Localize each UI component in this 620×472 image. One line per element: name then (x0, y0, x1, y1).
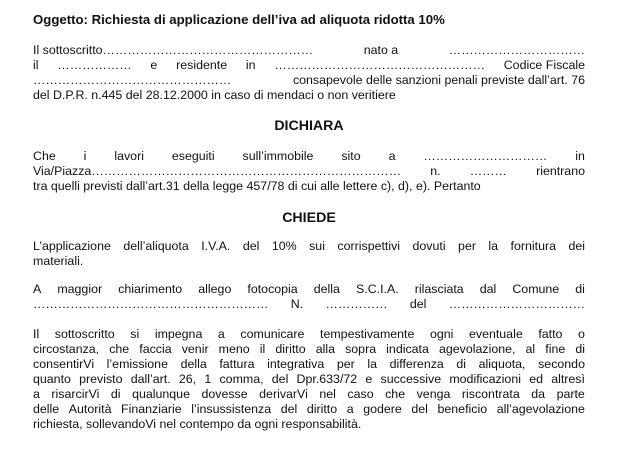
heading-chiede: CHIEDE (282, 210, 336, 226)
word: altresì (551, 372, 585, 386)
word: I.V.A. (201, 239, 231, 253)
word: ………………………… (423, 149, 548, 163)
text-line (33, 239, 585, 254)
word: la (488, 239, 499, 253)
word: previsto (79, 372, 123, 386)
word: sull’immobile (242, 149, 314, 163)
word: ……… (469, 164, 507, 178)
word: ed (529, 372, 543, 386)
text-line (33, 297, 585, 312)
word: Codice Fiscale (503, 58, 585, 72)
word: del (411, 402, 428, 416)
word: l’emissione (106, 357, 168, 371)
request-paragraph (33, 239, 585, 269)
word: qualunque (132, 387, 190, 401)
word: 10% (271, 239, 297, 253)
word: Finanziarie (121, 402, 182, 416)
word: delle (33, 402, 60, 416)
word: ogni (429, 327, 454, 341)
word: A (33, 282, 42, 296)
word: circostanza, (33, 342, 100, 356)
word: residente (176, 58, 228, 72)
word: di (575, 342, 585, 356)
text-line (33, 357, 585, 372)
word: rilasciata (414, 282, 464, 296)
word: tempestivamente (320, 327, 415, 341)
word: del (271, 372, 289, 386)
word: fattura (219, 357, 255, 371)
word: S.C.I.A. (356, 282, 399, 296)
word: 26, (178, 372, 197, 386)
word: ………………………………………… (33, 73, 232, 87)
word: del (280, 402, 298, 416)
word: a (346, 402, 354, 416)
document-page (33, 12, 585, 432)
word: …………… (325, 297, 388, 311)
word: i (83, 149, 87, 163)
text-line: tra quelli previsti dall’art.31 della legge 457/78 di cui alle lettere c), d), e). Pertanto (33, 179, 481, 193)
word: eseguiti (171, 149, 215, 163)
word: quanto (33, 372, 71, 386)
word: riscontrata (461, 387, 520, 401)
word: il (259, 342, 266, 356)
word: aliquota, (478, 357, 526, 371)
word: N. (290, 297, 304, 311)
word: diritto (275, 342, 306, 356)
word: secondo (538, 357, 585, 371)
word: fatto (538, 327, 563, 341)
word: all’agevolazione (496, 402, 585, 416)
word: che (385, 387, 406, 401)
word: la (367, 357, 378, 371)
word: o (578, 327, 585, 341)
word: lavori (114, 149, 144, 163)
word: …………………………… (448, 43, 585, 57)
word: 1 (204, 372, 212, 386)
word: differenza (389, 357, 444, 371)
text-line (33, 149, 585, 164)
word: nel (319, 387, 336, 401)
word: Dpr.633/72 (296, 372, 358, 386)
word: a (33, 387, 40, 401)
word: …………………………… (448, 297, 585, 311)
declarant-paragraph (33, 43, 585, 103)
word: dei (568, 239, 585, 253)
word: in (245, 58, 256, 72)
word: L’applicazione (33, 239, 111, 253)
word: il (33, 58, 39, 72)
word: n. (430, 164, 441, 178)
word: Il (33, 327, 40, 341)
text-line: materiali. (33, 254, 84, 268)
word: ……………… (57, 58, 132, 72)
word: comunicare (240, 327, 305, 341)
text-line (33, 164, 585, 179)
word: fornitura (510, 239, 556, 253)
word: del (409, 297, 427, 311)
word: Via/Piazza………………………………………………………………… (33, 164, 402, 178)
word: allego (198, 282, 232, 296)
word: sottoscritto (54, 327, 115, 341)
declaration-paragraph (33, 149, 585, 194)
word: per (458, 239, 476, 253)
word: beneficio (437, 402, 488, 416)
word: sito (341, 149, 361, 163)
text-line: richiesta, sollevandoVi nel contempo da ogni responsabilità. (33, 417, 362, 431)
word: risarcirVi (51, 387, 100, 401)
word: da (531, 387, 546, 401)
text-line (33, 327, 585, 342)
word: sui (309, 239, 325, 253)
word: modificazioni (449, 372, 521, 386)
word: consentirVi (33, 357, 95, 371)
word: agevolazione, (438, 342, 516, 356)
word: successive (380, 372, 442, 386)
word: caso (347, 387, 374, 401)
word: ………………………………………………… (33, 297, 269, 311)
word: per (336, 357, 355, 371)
word: a (217, 327, 225, 341)
word: di (575, 282, 585, 296)
commitment-paragraph (33, 327, 585, 432)
word: del (242, 239, 260, 253)
word: alla (315, 342, 336, 356)
word: comma, (219, 372, 264, 386)
word: dall’art. (130, 372, 171, 386)
word: della (313, 282, 340, 296)
subject-line: Oggetto: Richiesta di applicazione dell’iva ad aliquota ridotta 10% (33, 12, 445, 27)
text-line: del D.P.R. n.445 del 28.12.2000 in caso di mendaci o non veritiere (33, 88, 396, 102)
word: dovuti (412, 239, 446, 253)
word: diritto (306, 402, 338, 416)
word: …………………………………………… (274, 58, 485, 72)
word: maggior (57, 282, 103, 296)
word: impegna (154, 327, 203, 341)
heading-dichiara: DICHIARA (274, 118, 344, 134)
word: consapevole delle sanzioni penali previste dall’art. 76 (292, 73, 585, 87)
word: e (365, 372, 373, 386)
word: venga (416, 387, 451, 401)
word: l’insussistenza (191, 402, 272, 416)
text-line (33, 402, 585, 417)
text-line (33, 372, 585, 387)
word: di (110, 387, 121, 401)
word: dell’aliquota (123, 239, 189, 253)
word: meno (218, 342, 250, 356)
word: eventuale (468, 327, 523, 341)
text-line (33, 58, 585, 73)
word: in (575, 149, 585, 163)
text-line (33, 387, 585, 402)
word: di (456, 357, 467, 371)
word: parte (556, 387, 585, 401)
word: faccia (139, 342, 172, 356)
word: venir (181, 342, 209, 356)
text-line (33, 43, 585, 58)
text-line (33, 282, 585, 297)
word: godere (363, 402, 402, 416)
word: rientrano (536, 164, 585, 178)
word: nato a (363, 43, 399, 57)
word: si (130, 327, 140, 341)
word: Autorità (68, 402, 112, 416)
word: della (180, 357, 207, 371)
word: e (150, 58, 158, 72)
word: chiarimento (118, 282, 183, 296)
attachment-paragraph (33, 282, 585, 312)
word: che (109, 342, 130, 356)
word: Comune (512, 282, 560, 296)
word: fotocopia (247, 282, 298, 296)
word: Che (33, 149, 56, 163)
word: Il sottoscritto…………………………………………… (33, 43, 314, 57)
word: integrativa (267, 357, 325, 371)
word: indicata (386, 342, 429, 356)
word: dal (479, 282, 497, 296)
word: al (525, 342, 536, 356)
word: a (388, 149, 396, 163)
word: derivarVi (259, 387, 308, 401)
word: fine (545, 342, 566, 356)
text-line (33, 73, 585, 88)
word: corrispettivi (337, 239, 401, 253)
word: dovesse (201, 387, 248, 401)
word: sopra (345, 342, 377, 356)
text-line (33, 342, 585, 357)
